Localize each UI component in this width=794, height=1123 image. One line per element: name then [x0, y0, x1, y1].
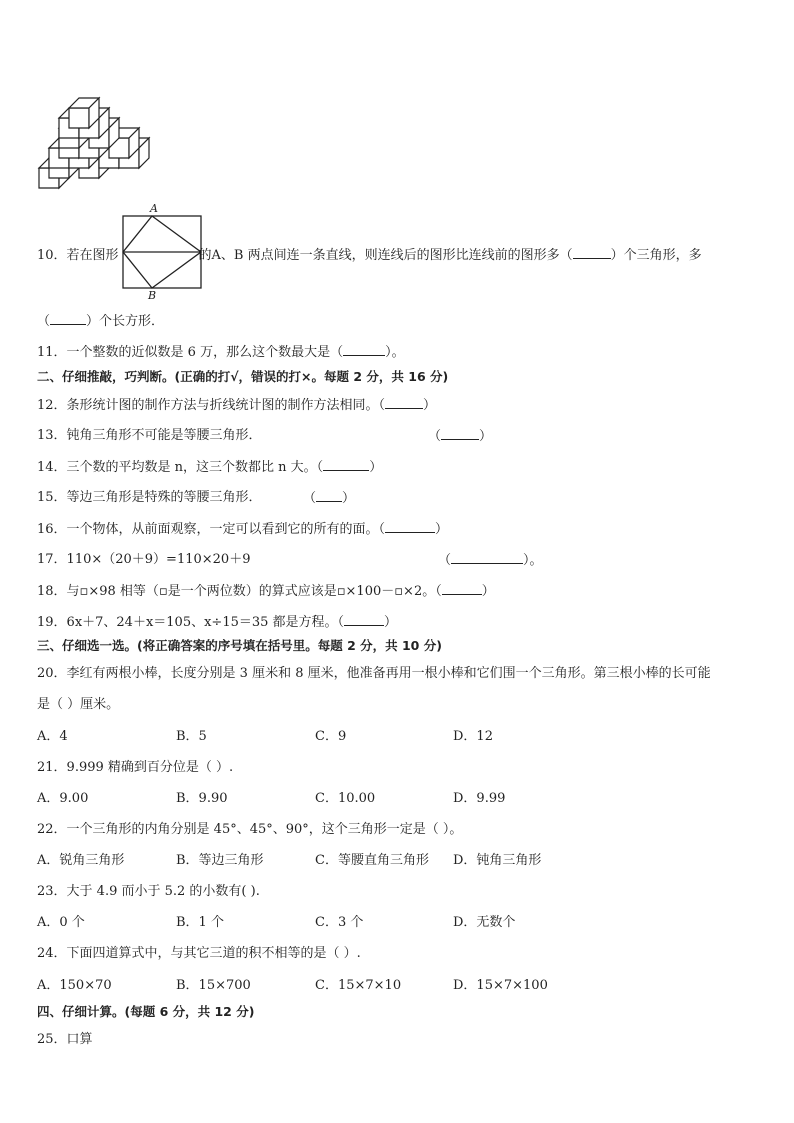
close-paren: ）	[342, 491, 356, 506]
section-2-heading: 二、仔细推敲，巧判断。(正确的打√，错误的打×。每题 2 分，共 16 分)	[37, 369, 449, 384]
question-14-text: 14．三个数的平均数是 n，这三个数都比 n 大。（	[37, 460, 324, 475]
answer-blank[interactable]	[316, 489, 342, 502]
question-22: 22．一个三角形的内角分别是 45°、45°、90°，这个三角形一定是（ ）。	[37, 822, 463, 837]
question-24: 24．下面四道算式中，与其它三道的积不相等的是（ ）.	[37, 946, 361, 961]
q20-option-c[interactable]: C．9	[315, 729, 347, 744]
question-10-prefix: 10．若在图形	[37, 248, 119, 263]
point-b-label: B	[148, 289, 157, 302]
answer-blank[interactable]	[441, 427, 479, 440]
question-10-line2	[37, 312, 164, 331]
close-paren: ）。	[385, 345, 405, 360]
question-13-answer	[428, 427, 492, 446]
open-paren: （	[428, 429, 442, 444]
q24-option-c[interactable]: C．15×7×10	[315, 978, 402, 993]
question-10-mid: ）个三角形，多	[610, 248, 702, 263]
answer-blank[interactable]	[343, 343, 385, 356]
q21-option-a[interactable]: A．9.00	[37, 791, 89, 806]
cube-stack-figure	[36, 92, 160, 190]
q22-option-d[interactable]: D．钝角三角形	[453, 853, 542, 868]
q20-option-d[interactable]: D．12	[453, 729, 493, 744]
question-12	[37, 396, 436, 415]
cube-face	[69, 108, 89, 128]
open-paren: （	[303, 491, 317, 506]
question-16-text: 16．一个物体，从前面观察，一定可以看到它的所有的面。（	[37, 522, 386, 537]
q24-option-d[interactable]: D．15×7×100	[453, 978, 548, 993]
q22-option-a[interactable]: A．锐角三角形	[37, 853, 125, 868]
question-23: 23．大于 4.9 而小于 5.2 的小数有( ).	[37, 884, 260, 899]
q22-option-b[interactable]: B．等边三角形	[176, 853, 264, 868]
question-17-answer	[438, 551, 543, 570]
answer-blank[interactable]	[385, 520, 435, 533]
q23-option-d[interactable]: D．无数个	[453, 915, 516, 930]
section-3-heading: 三、仔细选一选。(将正确答案的序号填在括号里。每题 2 分，共 10 分)	[37, 638, 442, 653]
question-17-text: 17．110×（20＋9）=110×20＋9	[37, 552, 251, 567]
question-18-text: 18．与▫×98 相等（▫是一个两位数）的算式应该是▫×100－▫×2。（	[37, 584, 442, 599]
close-paren: ）	[435, 522, 449, 537]
question-19-text: 19．6x＋7、24＋x＝105、x÷15＝35 都是方程。（	[37, 615, 345, 630]
answer-blank[interactable]	[344, 613, 384, 626]
question-16	[37, 520, 448, 539]
open-paren: （	[438, 553, 452, 568]
question-19	[37, 613, 397, 632]
close-paren: ）	[369, 460, 383, 475]
answer-blank[interactable]	[442, 582, 482, 595]
answer-blank[interactable]	[50, 312, 86, 325]
close-paren: ）	[423, 398, 437, 413]
question-15-text: 15．等边三角形是特殊的等腰三角形．	[37, 490, 262, 505]
question-10-suffix: 的A、B 两点间连一条直线，则连线后的图形比连线前的图形多（	[198, 248, 573, 263]
question-11	[37, 343, 405, 362]
q21-option-d[interactable]: D．9.99	[453, 791, 506, 806]
q23-option-b[interactable]: B．1 个	[176, 915, 224, 930]
question-15	[37, 489, 262, 507]
q24-option-b[interactable]: B．15×700	[176, 978, 251, 993]
answer-blank[interactable]	[451, 551, 523, 564]
answer-blank[interactable]	[323, 458, 369, 471]
q20-option-b[interactable]: B．5	[176, 729, 207, 744]
question-17	[37, 551, 250, 569]
close-paren: ）	[481, 584, 495, 599]
question-11-text: 11．一个整数的近似数是 6 万，那么这个数最大是（	[37, 345, 344, 360]
close-paren: ）。	[523, 553, 543, 568]
question-20-line1: 20．李红有两根小棒，长度分别是 3 厘米和 8 厘米，他准备再用一根小棒和它们围一个三角形。第三根小棒的长可能	[37, 666, 711, 681]
answer-blank[interactable]	[385, 396, 423, 409]
section-4-heading: 四、仔细计算。(每题 6 分，共 12 分)	[37, 1004, 255, 1019]
close-paren: ）	[384, 615, 398, 630]
question-21: 21．9.999 精确到百分位是（ ）.	[37, 760, 234, 775]
q24-option-a[interactable]: A．150×70	[37, 978, 112, 993]
question-15-answer	[303, 489, 355, 508]
q20-option-a[interactable]: A．4	[37, 729, 68, 744]
close-paren: ）	[479, 429, 493, 444]
rectangle-rhombus-figure	[120, 200, 204, 302]
question-14	[37, 458, 382, 477]
q23-option-a[interactable]: A．0 个	[37, 915, 85, 930]
point-a-label: A	[150, 202, 158, 215]
answer-blank[interactable]	[573, 246, 611, 259]
q21-option-b[interactable]: B．9.90	[176, 791, 228, 806]
open-paren: （	[37, 314, 51, 329]
q23-option-c[interactable]: C．3 个	[315, 915, 364, 930]
question-12-text: 12．条形统计图的制作方法与折线统计图的制作方法相同。（	[37, 398, 386, 413]
q22-option-c[interactable]: C．等腰直角三角形	[315, 853, 429, 868]
question-20-line2: 是（ ）厘米。	[37, 697, 120, 712]
question-13-text: 13．钝角三角形不可能是等腰三角形．	[37, 428, 262, 443]
q21-option-c[interactable]: C．10.00	[315, 791, 376, 806]
question-10-line2-text: ）个长方形．	[86, 314, 165, 329]
question-18	[37, 582, 495, 601]
question-25: 25．口算	[37, 1032, 93, 1047]
question-13	[37, 427, 262, 445]
